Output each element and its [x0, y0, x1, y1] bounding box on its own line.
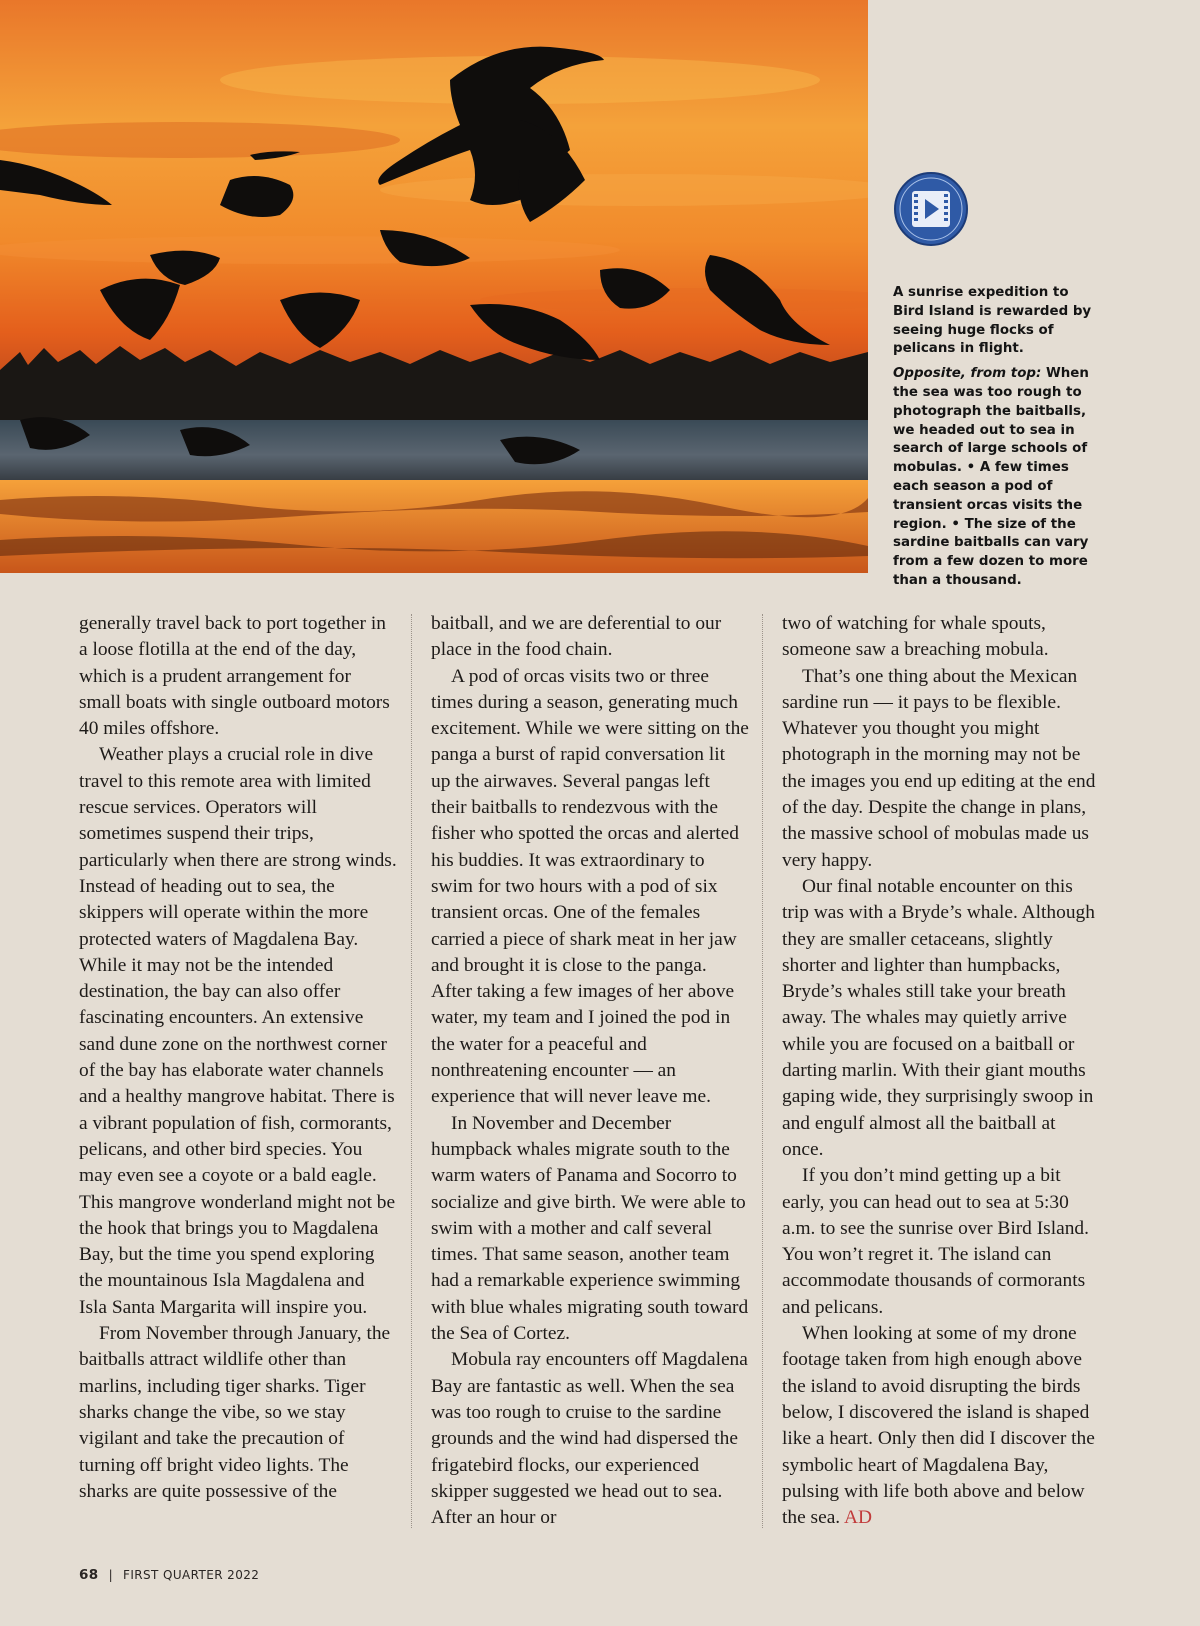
- paragraph: Our final notable encounter on this trip was with a Bryde’s whale. Although they are smaller cetaceans, slightly shorter and lighter than humpbacks, Bryde’s whales still take your breath away. The whales may quietly arrive while you are focused on a baitball or darting marlin. With their giant mouths gaping wide, they surprisingly swoop in and engulf almost all the baitball at once.: [782, 875, 1095, 1160]
- pelican-flock-photo: [0, 0, 868, 573]
- article-column-3: [782, 611, 1100, 1531]
- footer-separator: |: [108, 1568, 114, 1582]
- paragraph: From November through January, the baitballs attract wildlife other than marlins, including tiger sharks. Tiger sharks change the vibe, so we stay vigilant and take the precaution of turning off bright video lights. The sharks are quite possessive of the: [79, 1323, 391, 1502]
- page-footer: [79, 1567, 259, 1583]
- paragraph: Mobula ray encounters off Magdalena Bay are fantastic as well. When the sea was too rough to cruise to the sardine grounds and the wind had dispersed the frigatebird flocks, our experienced skipper suggested we head out to sea. After an hour or: [431, 1349, 748, 1529]
- paragraph: baitball, and we are deferential to our place in the food chain.: [431, 613, 722, 661]
- paragraph: Weather plays a crucial role in dive travel to this remote area with limited rescue services. Operators will sometimes suspend their trips, particularly when there are strong winds. Instead of heading out to sea, the skippers will operate within the more protected waters of Magdalena Bay. While it may not be the intended destination, the bay can also offer fascinating encounters. An extensive sand dune zone on the northwest corner of the bay has elaborate water channels and a healthy mangrove habitat. There is a vibrant population of fish, cormorants, pelicans, and other bird species. You may even see a coyote or a bald eagle. This mangrove wonderland might not be the hook that brings you to Magdalena Bay, but the time you spend exploring the mountainous Isla Magdalena and Isla Santa Margarita will inspire you.: [79, 744, 397, 1318]
- end-mark: AD: [843, 1507, 872, 1529]
- paragraph: A pod of orcas visits two or three times during a season, generating much excitement. While we were sitting on the panga a burst of rapid conversation lit up the airwaves. Several pangas left their baitballs to rendezvous with the fisher who spotted the orcas and alerted his buddies. It was extraordinary to swim for two hours with a pod of six transient orcas. One of the females carried a piece of shark meat in her jaw and brought it is close to the panga. After taking a few images of her above water, my team and I joined the pod in the water for a peaceful and nonthreatening encounter — an experience that will never leave me.: [431, 665, 749, 1108]
- photo-caption: [893, 284, 1093, 597]
- paragraph: generally travel back to port together in a loose flotilla at the end of the day, which is a prudent arrangement for small boats with single outboard motors 40 miles offshore.: [79, 613, 390, 740]
- caption-opposite-text: When the sea was too rough to photograph the baitballs, we headed out to sea in search of large schools of mobulas. • A few times each season a pod of transient orcas visits the region. • The size of the sardine baitballs can vary from a few dozen to more than a thousand.: [893, 366, 1089, 588]
- caption-opposite-lead: Opposite, from top:: [893, 366, 1042, 382]
- play-video-button[interactable]: [893, 171, 969, 247]
- article-column-2: [431, 611, 749, 1531]
- page-number: 68: [79, 1567, 99, 1583]
- paragraph-text: When looking at some of my drone footage taken from high enough above the island to avoid disrupting the birds below, I discovered the island is shaped like a heart. Only then did I discover the symbolic heart of Magdalena Bay, pulsing with life both above and below the sea.: [782, 1323, 1095, 1529]
- article-column-1: [79, 611, 397, 1505]
- caption-opposite: [893, 365, 1093, 591]
- column-divider: [411, 614, 412, 1528]
- paragraph: If you don’t mind getting up a bit early, you can head out to sea at 5:30 a.m. to see the sunrise over Bird Island. You won’t regret it. The island can accommodate thousands of cormorants and pelicans.: [782, 1165, 1089, 1318]
- paragraph: In November and December humpback whales migrate south to the warm waters of Panama and Socorro to socialize and give birth. We were able to swim with a mother and calf several times. That same season, another team had a remarkable experience swimming with blue whales migrating south toward the Sea of Cortez.: [431, 1112, 749, 1345]
- paragraph: That’s one thing about the Mexican sardine run — it pays to be flexible. Whatever you thought you might photograph in the morning may not be the images you end up editing at the end of the day. Despite the change in plans, the massive school of mobulas made us very happy.: [782, 665, 1096, 871]
- issue-label: FIRST QUARTER 2022: [123, 1568, 260, 1582]
- paragraph: two of watching for whale spouts, someone saw a breaching mobula.: [782, 613, 1049, 661]
- caption-main: A sunrise expedition to Bird Island is rewarded by seeing huge flocks of pelicans in flight.: [893, 285, 1092, 357]
- paragraph-final: [782, 1321, 1100, 1531]
- column-divider: [762, 614, 763, 1528]
